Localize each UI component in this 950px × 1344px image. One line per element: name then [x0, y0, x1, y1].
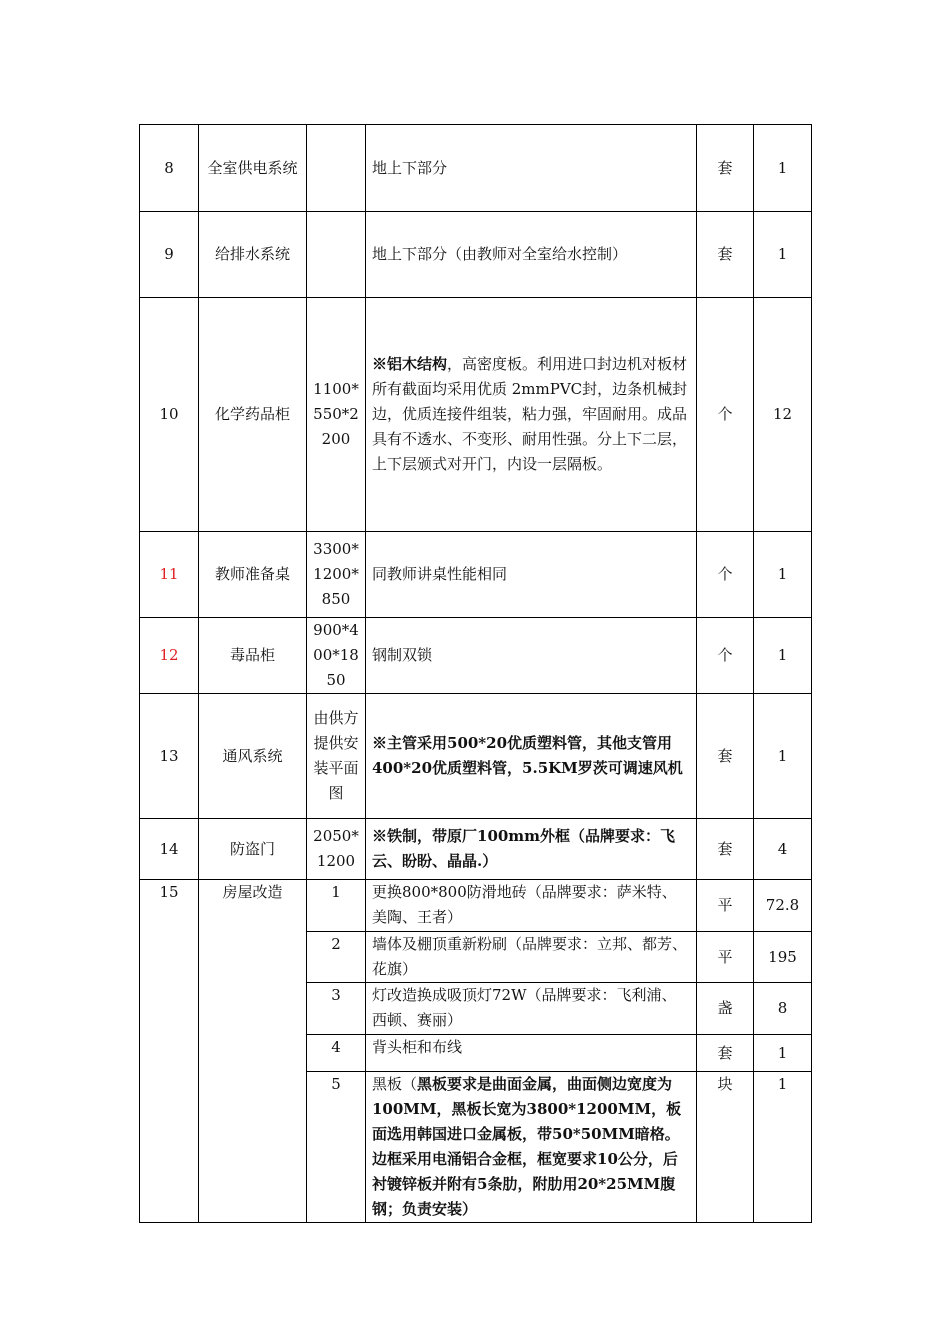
sub-item-unit: 套: [697, 1035, 754, 1072]
sub-item-description: 墙体及棚顶重新粉刷（品牌要求：立邦、都芳、花旗）: [366, 932, 697, 983]
item-name: 房屋改造: [199, 880, 307, 1223]
table-row: [140, 125, 812, 212]
item-number: 10: [140, 298, 199, 532]
description-emphasis: 黑板要求是曲面金属，曲面侧边宽度为100MM，黑板长宽为3800*1200MM，板面选用韩国进口金属板，带50*50MM暗格。边框采用电涌铝合金框，框宽要求10公分，后衬镀锌板并附有5条肋，附肋用20*25MM腹钢；负责安装）: [372, 1075, 682, 1218]
item-name: 给排水系统: [199, 212, 307, 298]
sub-item-description: [366, 1072, 697, 1223]
item-quantity: 1: [754, 125, 812, 212]
item-description: ※铁制，带原厂100mm外框（品牌要求：飞云、盼盼、晶晶.）: [366, 819, 697, 880]
table-row: [140, 212, 812, 298]
table-row: [140, 618, 812, 694]
item-number: 8: [140, 125, 199, 212]
item-size: 900*400*1850: [307, 618, 366, 694]
item-quantity: 1: [754, 532, 812, 618]
item-name: 全室供电系统: [199, 125, 307, 212]
sub-item-quantity: 72.8: [754, 880, 812, 932]
item-description: 地上下部分（由教师对全室给水控制）: [366, 212, 697, 298]
table-row: [140, 694, 812, 819]
sub-item-unit: 块: [697, 1072, 754, 1223]
sub-item-number: 4: [307, 1035, 366, 1072]
item-quantity: 1: [754, 618, 812, 694]
sub-item-number: 2: [307, 932, 366, 983]
item-unit: 个: [697, 532, 754, 618]
item-number: 13: [140, 694, 199, 819]
sub-item-quantity: 195: [754, 932, 812, 983]
table-row: [140, 880, 812, 932]
item-number: 9: [140, 212, 199, 298]
item-size: 2050*1200: [307, 819, 366, 880]
item-number: 12: [140, 618, 199, 694]
item-size: [307, 125, 366, 212]
item-size: 1100*550*2200: [307, 298, 366, 532]
item-description: ※主管采用500*20优质塑料管，其他支管用400*20优质塑料管，5.5KM罗茨可调速风机: [366, 694, 697, 819]
item-unit: 套: [697, 694, 754, 819]
item-description: 同教师讲桌性能相同: [366, 532, 697, 618]
sub-item-number: 5: [307, 1072, 366, 1223]
item-name: 毒品柜: [199, 618, 307, 694]
item-number: 11: [140, 532, 199, 618]
item-quantity: 4: [754, 819, 812, 880]
description-text: ，高密度板。利用进口封边机对板材所有截面均采用优质 2mmPVC封，边条机械封边，优质连接件组装，粘力强，牢固耐用。成品具有不透水、不变形、耐用性强。分上下二层，上下层颁式对开门，内设一层隔板。: [372, 355, 688, 473]
item-quantity: 1: [754, 212, 812, 298]
table-row: [140, 819, 812, 880]
item-unit: 套: [697, 125, 754, 212]
sub-item-number: 1: [307, 880, 366, 932]
sub-item-description: 更换800*800防滑地砖（品牌要求：萨米特、美陶、王者）: [366, 880, 697, 932]
item-name: 防盗门: [199, 819, 307, 880]
item-unit: 个: [697, 298, 754, 532]
item-description: [366, 298, 697, 532]
sub-item-quantity: 1: [754, 1035, 812, 1072]
sub-item-unit: 盏: [697, 983, 754, 1035]
item-size: [307, 212, 366, 298]
item-description: 钢制双锁: [366, 618, 697, 694]
sub-item-description: 灯改造换成吸顶灯72W（品牌要求：飞利浦、西顿、赛丽）: [366, 983, 697, 1035]
item-size: 3300*1200*850: [307, 532, 366, 618]
item-name: 通风系统: [199, 694, 307, 819]
sub-item-unit: 平: [697, 880, 754, 932]
sub-item-quantity: 1: [754, 1072, 812, 1223]
item-number: 15: [140, 880, 199, 1223]
item-unit: 套: [697, 212, 754, 298]
table-row: [140, 298, 812, 532]
item-name: 化学药品柜: [199, 298, 307, 532]
description-lead: 黑板（: [372, 1075, 418, 1093]
sub-item-description: 背头柜和布线: [366, 1035, 697, 1072]
item-unit: 套: [697, 819, 754, 880]
sub-item-unit: 平: [697, 932, 754, 983]
item-description: 地上下部分: [366, 125, 697, 212]
item-quantity: 1: [754, 694, 812, 819]
equipment-spec-table: [139, 124, 812, 1223]
item-name: 教师准备桌: [199, 532, 307, 618]
item-quantity: 12: [754, 298, 812, 532]
table-row: [140, 532, 812, 618]
sub-item-number: 3: [307, 983, 366, 1035]
item-size: 由供方提供安装平面图: [307, 694, 366, 819]
item-unit: 个: [697, 618, 754, 694]
sub-item-quantity: 8: [754, 983, 812, 1035]
item-number: 14: [140, 819, 199, 880]
description-emphasis: ※铝木结构: [372, 355, 448, 373]
